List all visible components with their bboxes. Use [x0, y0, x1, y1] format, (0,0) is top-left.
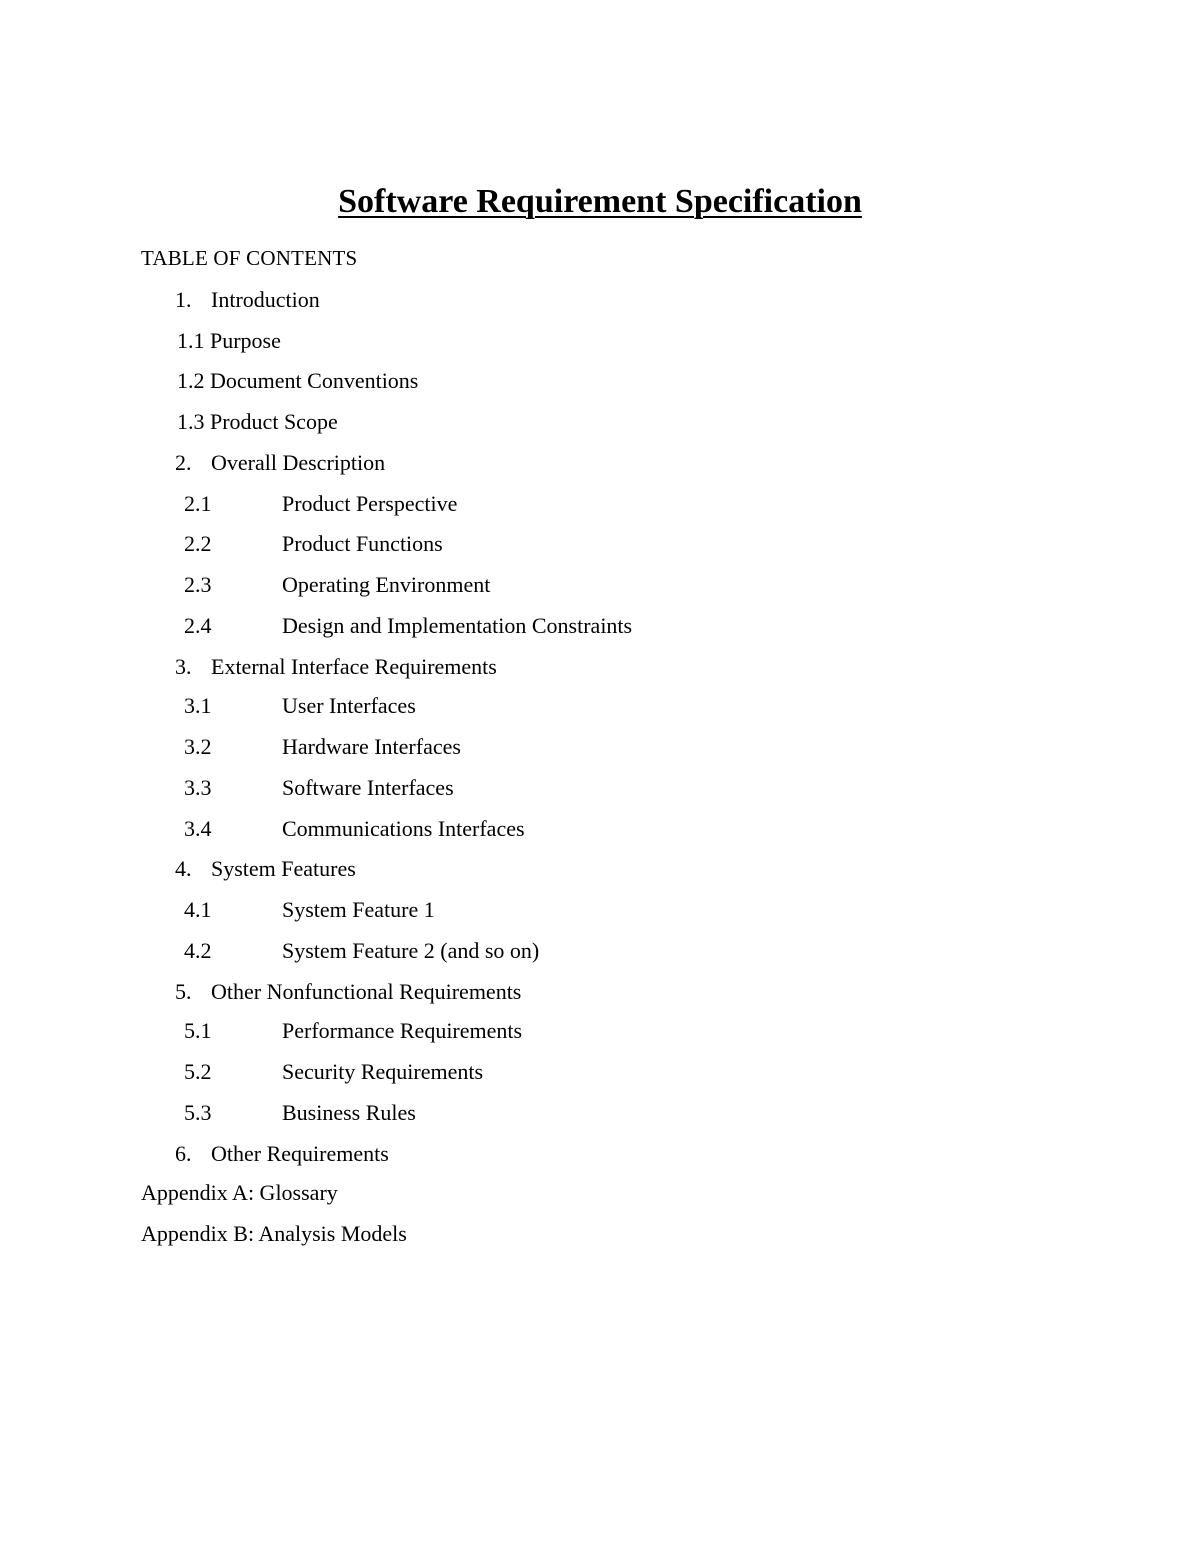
toc-entry-number: 4.1 — [184, 897, 212, 922]
toc-entry-number: 2.1 — [184, 491, 212, 516]
toc-entry-label: Product Perspective — [282, 491, 458, 516]
toc-entry-number: 2.2 — [184, 531, 212, 556]
toc-entry-label: System Feature 2 (and so on) — [282, 938, 540, 963]
toc-entry-number: 1.3 — [177, 409, 205, 434]
toc-entry-number: 4. — [175, 856, 192, 881]
toc-entry-number: 2.4 — [184, 613, 212, 638]
toc-entry-number: 2.3 — [184, 572, 212, 597]
toc-entry-label: Appendix A: Glossary — [141, 1180, 338, 1205]
toc-entry-label: Overall Description — [211, 450, 386, 475]
toc-entry-label: Document Conventions — [210, 368, 419, 393]
toc-entry-label: External Interface Requirements — [211, 654, 497, 679]
toc-entry-label: Introduction — [211, 287, 320, 312]
toc-entry-number: 3. — [175, 654, 192, 679]
toc-entry-label: Security Requirements — [282, 1059, 484, 1084]
toc-entry-number: 5. — [175, 979, 192, 1004]
toc-entry-label: Other Nonfunctional Requirements — [211, 979, 522, 1004]
toc-entry-number: 3.1 — [184, 693, 212, 718]
toc-entry-label: Software Interfaces — [282, 775, 454, 800]
toc-entry-label: Design and Implementation Constraints — [282, 613, 633, 638]
toc-entry-label: Communications Interfaces — [282, 816, 525, 841]
toc-entry-label: Other Requirements — [211, 1141, 389, 1166]
toc-entry-label: Purpose — [210, 328, 281, 353]
toc-entry-label: Business Rules — [282, 1100, 416, 1125]
toc-entry-label: Operating Environment — [282, 572, 491, 597]
toc-entry-number: 3.4 — [184, 816, 212, 841]
toc-entry-label: Product Functions — [282, 531, 443, 556]
toc-entry-label: System Features — [211, 856, 356, 881]
toc-entry-number: 3.2 — [184, 734, 212, 759]
toc-entry-number: 6. — [175, 1141, 192, 1166]
toc-entry-number: 5.3 — [184, 1100, 212, 1125]
toc-heading: TABLE OF CONTENTS — [141, 246, 358, 270]
toc-entry-number: 3.3 — [184, 775, 212, 800]
toc-entry-number: 1.1 — [177, 328, 205, 353]
toc-entry-label: Product Scope — [210, 409, 338, 434]
toc-entry-label: User Interfaces — [282, 693, 416, 718]
document-title: Software Requirement Specification — [338, 183, 862, 220]
toc-entry-number: 2. — [175, 450, 192, 475]
toc-entry-number: 5.1 — [184, 1018, 212, 1043]
toc-entry-number: 1. — [175, 287, 192, 312]
toc-entry-appendix-b — [141, 1221, 407, 1300]
toc-entry-label: Appendix B: Analysis Models — [141, 1221, 407, 1246]
toc-entry-number: 1.2 — [177, 368, 205, 393]
toc-entry-label: System Feature 1 — [282, 897, 435, 922]
toc-entry-number: 5.2 — [184, 1059, 212, 1084]
toc-entry-label: Hardware Interfaces — [282, 734, 461, 759]
toc-entry-label: Performance Requirements — [282, 1018, 523, 1043]
toc-entry-number: 4.2 — [184, 938, 212, 963]
